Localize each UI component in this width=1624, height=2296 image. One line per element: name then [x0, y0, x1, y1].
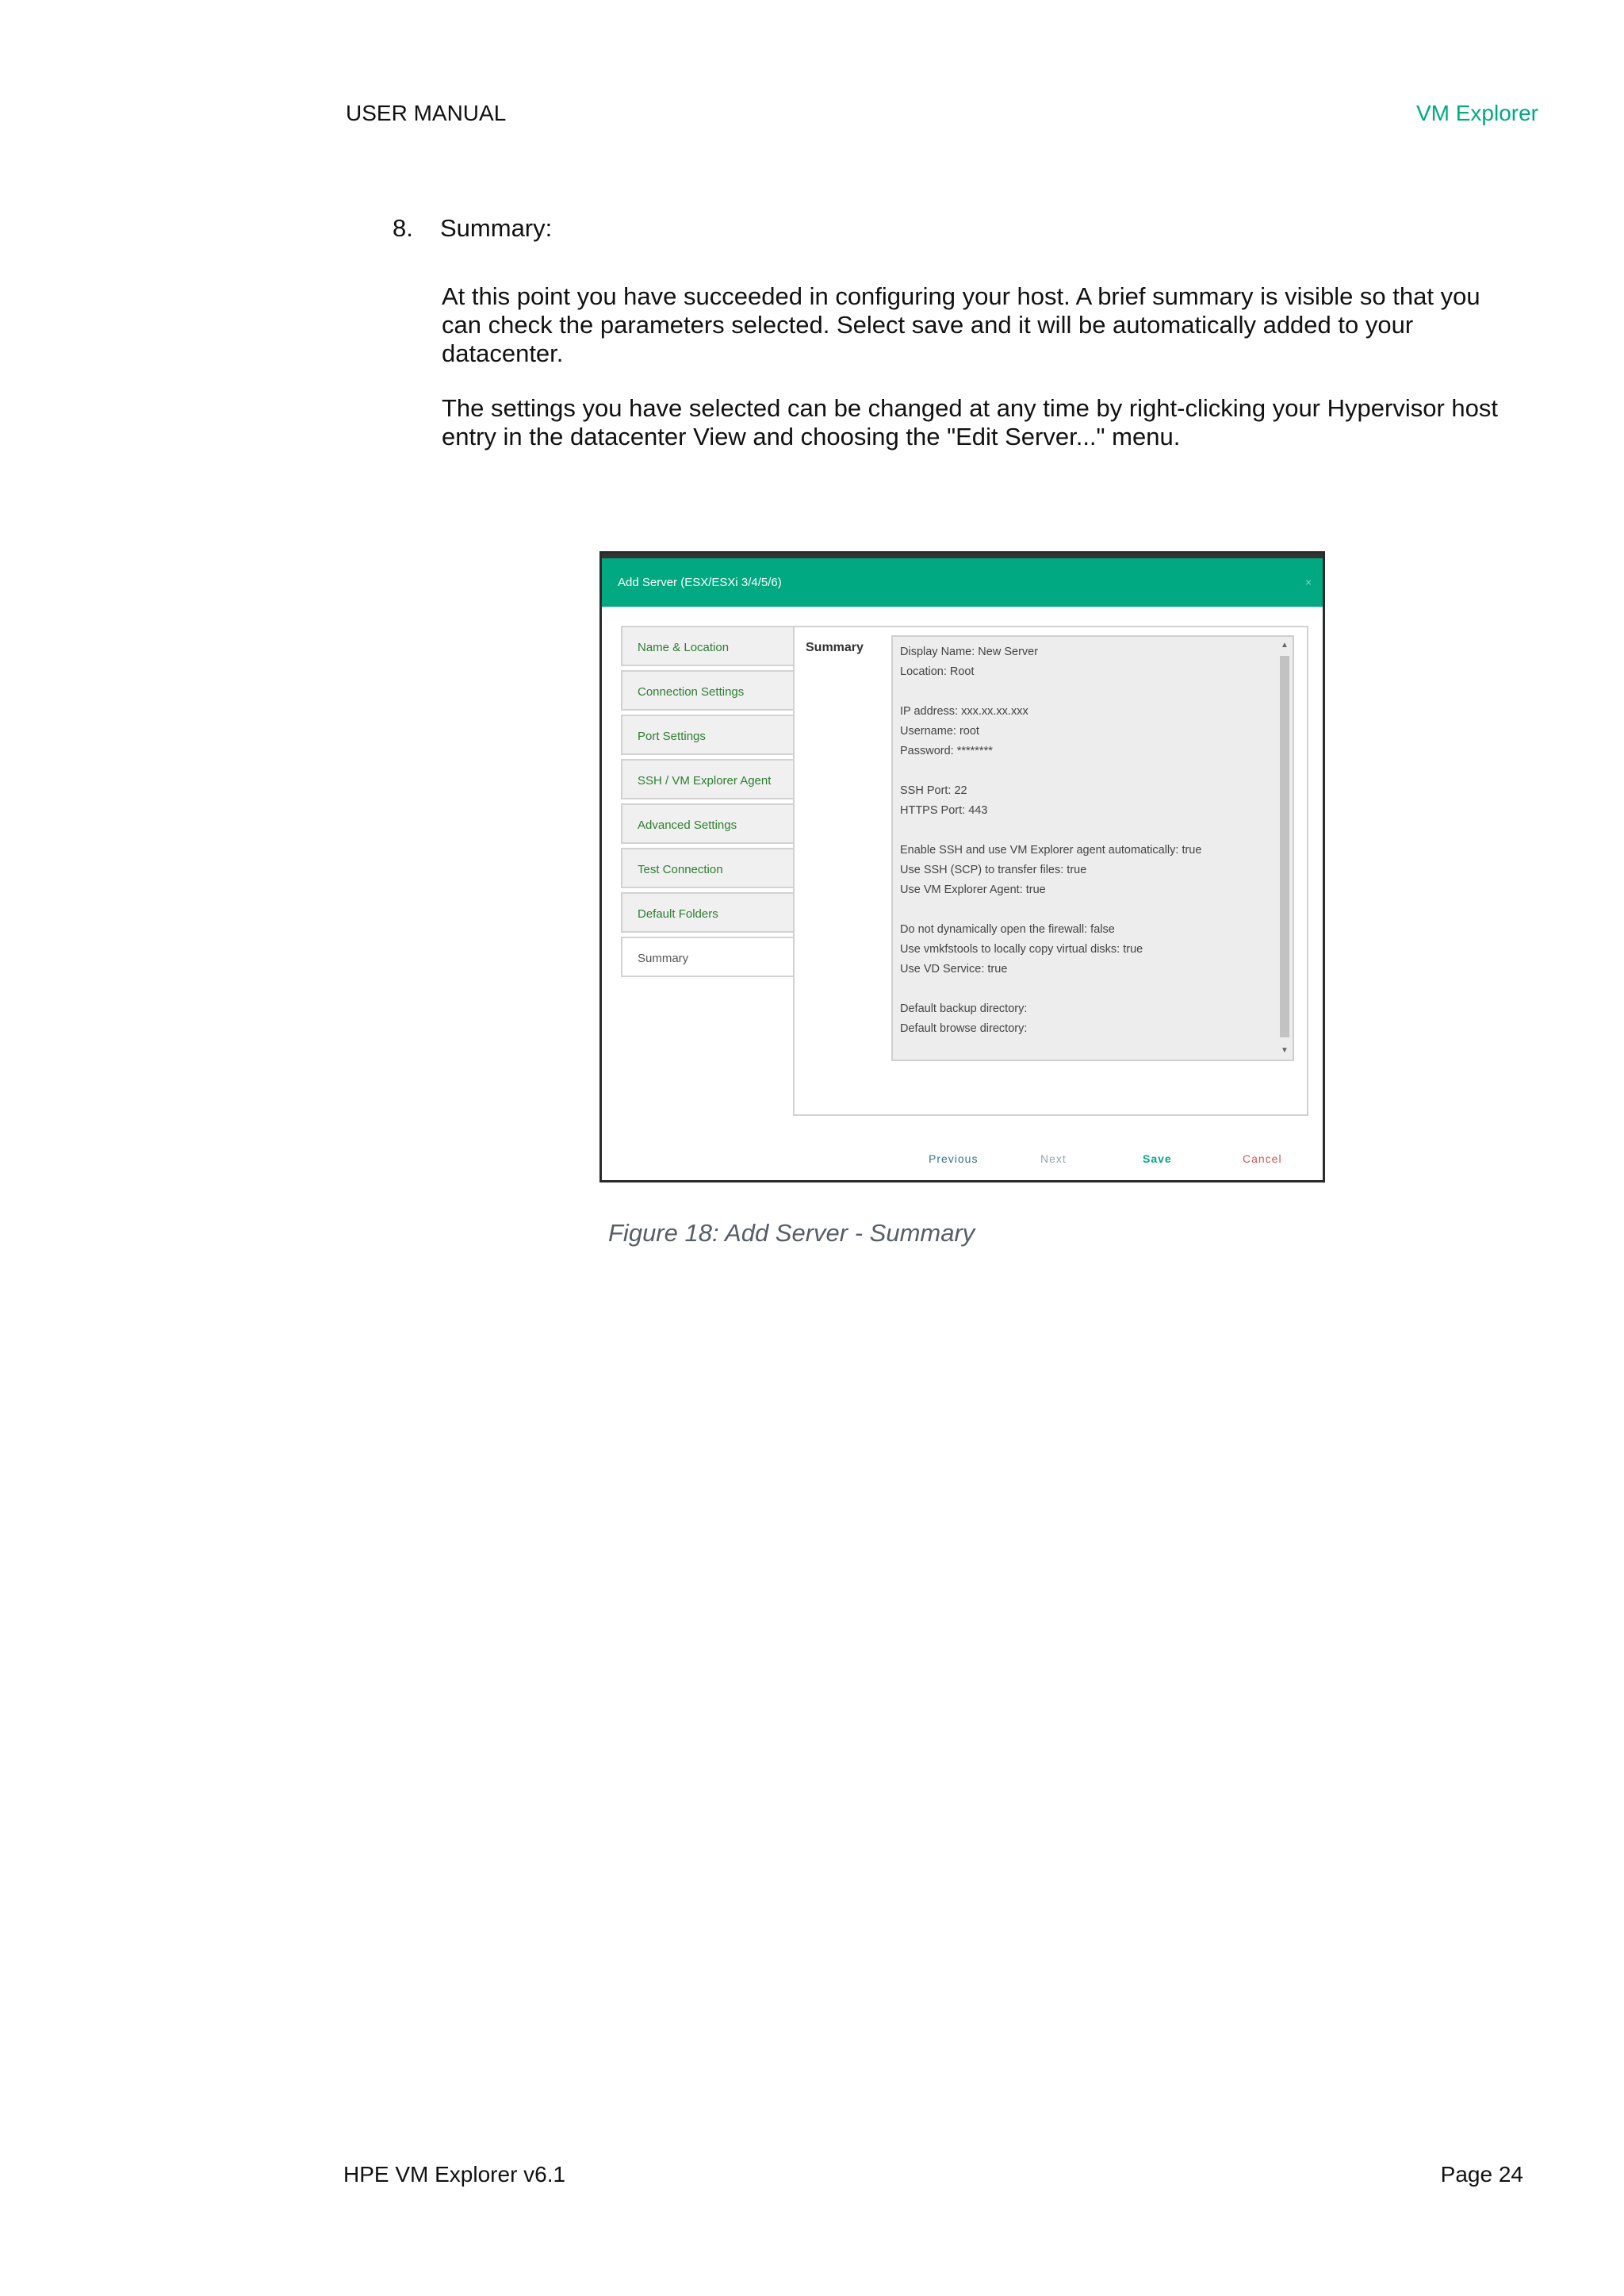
- summary-line: [900, 682, 1201, 702]
- summary-line: Use VM Explorer Agent: true: [900, 884, 1046, 896]
- summary-line: Do not dynamically open the firewall: false: [900, 923, 1115, 936]
- summary-line: Username: root: [900, 725, 979, 738]
- close-icon[interactable]: ×: [1304, 576, 1312, 588]
- dialog-title: Add Server (ESX/ESXi 3/4/5/6): [618, 576, 782, 589]
- summary-line: [900, 979, 1201, 999]
- paragraph-2: The settings you have selected can be changed at any time by right-clicking your Hypervisor host entry in the datacenter View and choosing the "Edit Server..." menu.: [442, 394, 1498, 450]
- summary-scrollbar[interactable]: [1279, 640, 1290, 1056]
- summary-line: Use vmkfstools to locally copy virtual disks: true: [900, 943, 1143, 956]
- step-name-location[interactable]: Name & Location: [621, 626, 794, 666]
- scroll-thumb[interactable]: [1280, 656, 1289, 1037]
- save-button[interactable]: Save: [1143, 1152, 1172, 1165]
- step-port-settings[interactable]: Port Settings: [621, 715, 794, 755]
- next-button[interactable]: Next: [1040, 1152, 1067, 1165]
- summary-line: Display Name: New Server: [900, 646, 1039, 658]
- summary-line: HTTPS Port: 443: [900, 804, 988, 817]
- summary-textarea[interactable]: [891, 635, 1294, 1061]
- summary-lines: [900, 642, 1201, 1039]
- summary-label: Summary: [806, 641, 864, 654]
- step-number: 8.: [393, 214, 413, 242]
- scroll-down-icon[interactable]: ▼: [1281, 1046, 1289, 1055]
- dialog-title-bar: [602, 558, 1323, 607]
- paragraph-1: At this point you have succeeded in configuring your host. A brief summary is visible so that you can check the parameters selected. Select save and it will be automatically added to your datacenter.: [442, 282, 1480, 367]
- summary-line: Location: Root: [900, 665, 975, 678]
- summary-line: Use VD Service: true: [900, 963, 1008, 976]
- step-advanced-settings[interactable]: Advanced Settings: [621, 803, 794, 844]
- step-default-folders[interactable]: Default Folders: [621, 892, 794, 933]
- summary-line: Default backup directory:: [900, 1002, 1028, 1015]
- summary-line: [900, 761, 1201, 781]
- header-title: USER MANUAL: [346, 101, 507, 125]
- previous-button[interactable]: Previous: [929, 1152, 979, 1165]
- summary-line: SSH Port: 22: [900, 784, 967, 797]
- figure-caption: Figure 18: Add Server - Summary: [608, 1219, 975, 1247]
- summary-line: Password: ********: [900, 745, 993, 757]
- step-heading: [393, 214, 552, 243]
- wizard-steps: [621, 626, 794, 981]
- add-server-dialog-screenshot: [599, 551, 1325, 1182]
- step-test-connection[interactable]: Test Connection: [621, 848, 794, 888]
- step-ssh-agent[interactable]: SSH / VM Explorer Agent: [621, 759, 794, 799]
- summary-line: [900, 900, 1201, 920]
- footer-product: HPE VM Explorer v6.1: [343, 2162, 566, 2187]
- summary-line: Default browse directory:: [900, 1022, 1028, 1035]
- scroll-up-icon[interactable]: ▲: [1281, 641, 1289, 650]
- summary-line: Use SSH (SCP) to transfer files: true: [900, 864, 1087, 876]
- step-summary[interactable]: Summary: [621, 937, 794, 977]
- step-title: Summary:: [440, 214, 553, 242]
- page-number: Page 24: [1440, 2162, 1523, 2187]
- summary-line: Enable SSH and use VM Explorer agent automatically: true: [900, 844, 1202, 857]
- summary-line: [900, 821, 1201, 841]
- summary-panel: [793, 626, 1308, 1116]
- summary-line: IP address: xxx.xx.xx.xxx: [900, 705, 1028, 718]
- cancel-button[interactable]: Cancel: [1243, 1152, 1282, 1165]
- header-product: VM Explorer: [1415, 101, 1538, 125]
- step-connection-settings[interactable]: Connection Settings: [621, 670, 794, 711]
